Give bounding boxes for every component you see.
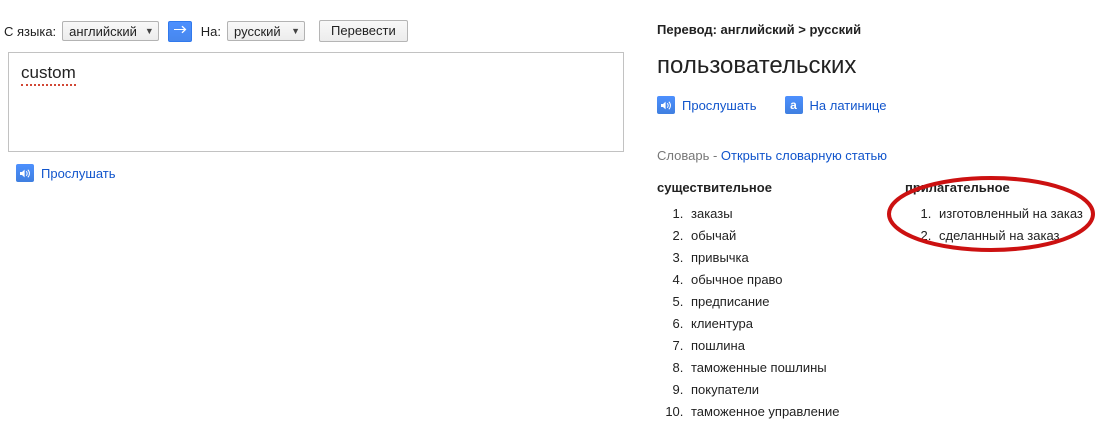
speaker-icon <box>16 164 34 182</box>
show-latin-label: На латинице <box>809 97 887 113</box>
dictionary-line <box>657 148 887 163</box>
dictionary-label: Словарь - <box>657 148 718 163</box>
target-language-select[interactable] <box>227 21 305 41</box>
list-item[interactable]: 10. таможенное управление <box>687 401 897 423</box>
list-item[interactable]: 3. привычка <box>687 247 897 269</box>
list-item[interactable]: 5. предписание <box>687 291 897 313</box>
translation-result-text: пользовательских <box>657 52 857 79</box>
list-item[interactable]: 4. обычное право <box>687 269 897 291</box>
result-actions <box>657 96 886 114</box>
latin-letter-icon: a <box>785 96 803 114</box>
list-item[interactable]: 1. заказы <box>687 203 897 225</box>
list-item[interactable]: 6. клиентура <box>687 313 897 335</box>
list-item[interactable]: 2. сделанный на заказ <box>935 225 1100 247</box>
show-latin-button[interactable] <box>785 96 887 114</box>
dictionary-group-adjective <box>905 180 1100 247</box>
list-item[interactable]: 8. таможенные пошлины <box>687 357 897 379</box>
part-of-speech-title: прилагательное <box>905 180 1010 195</box>
open-dictionary-article-link[interactable]: Открыть словарную статью <box>720 148 888 163</box>
listen-source-button[interactable] <box>16 164 116 182</box>
dictionary-group-noun <box>657 180 897 423</box>
chevron-down-icon: ▼ <box>291 25 301 36</box>
listen-source-label: Прослушать <box>41 165 116 181</box>
swap-horizontal-icon <box>172 25 188 38</box>
source-text-input[interactable] <box>8 52 624 152</box>
speaker-icon <box>657 96 675 114</box>
list-item[interactable]: 1. изготовленный на заказ <box>935 203 1100 225</box>
listen-translation-label: Прослушать <box>682 97 757 113</box>
listen-translation-button[interactable] <box>657 96 757 114</box>
list-item[interactable]: 7. пошлина <box>687 335 897 357</box>
source-language-value: английский <box>69 23 137 39</box>
source-text-value: custom <box>21 63 76 86</box>
language-toolbar <box>4 20 408 42</box>
result-panel <box>657 0 1102 445</box>
sense-list-adjective <box>905 203 1100 247</box>
list-item[interactable]: 9. покупатели <box>687 379 897 401</box>
target-language-value: русский <box>234 23 281 39</box>
swap-languages-button[interactable] <box>168 21 192 42</box>
sense-list-noun <box>657 203 897 423</box>
list-item[interactable]: 2. обычай <box>687 225 897 247</box>
source-language-select[interactable] <box>62 21 159 41</box>
chevron-down-icon: ▼ <box>144 25 154 36</box>
part-of-speech-title: существительное <box>657 180 772 195</box>
translate-button[interactable]: Перевести <box>319 20 408 42</box>
target-language-label: На: <box>200 23 222 39</box>
translation-direction-header: Перевод: английский > русский <box>657 22 862 37</box>
source-language-label: С языка: <box>4 23 57 39</box>
